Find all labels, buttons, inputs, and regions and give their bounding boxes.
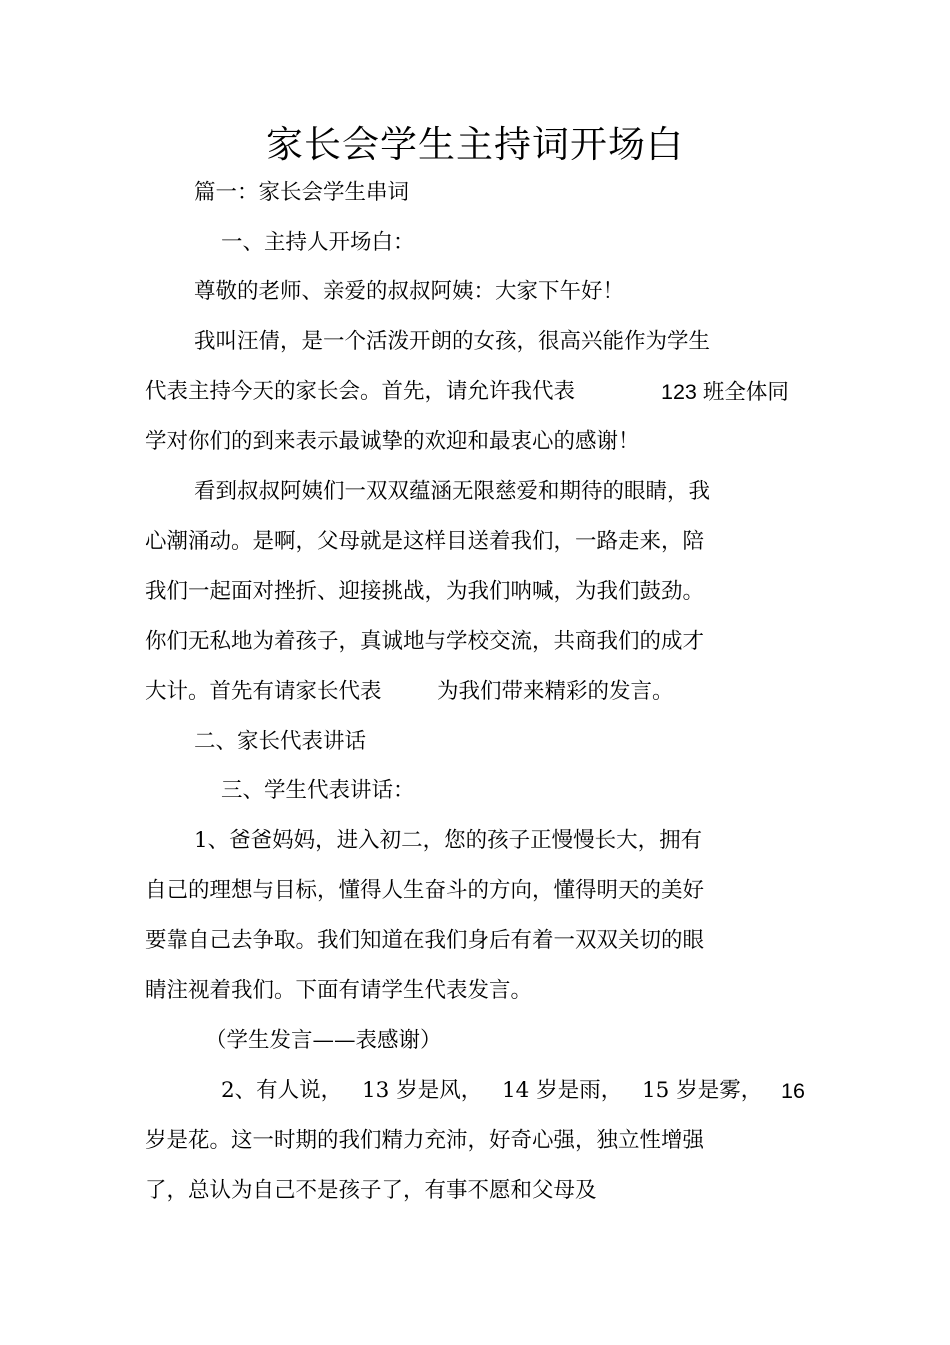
- paragraph-line: 我们一起面对挫折、迎接挑战，为我们呐喊，为我们鼓劲。: [145, 579, 705, 604]
- paragraph-line: 要靠自己去争取。我们知道在我们身后有着一双双关切的眼: [145, 928, 705, 953]
- subsection-heading: 一、主持人开场白：: [221, 230, 415, 255]
- paragraph-line-fragment: 14 岁是雨，: [502, 1078, 623, 1103]
- subsection-heading: 三、学生代表讲话：: [221, 778, 415, 803]
- paragraph-line: 了，总认为自己不是孩子了，有事不愿和父母及: [145, 1178, 597, 1203]
- paragraph-line-fragment: 15 岁是雾，: [642, 1078, 763, 1103]
- section-heading: 篇一：家长会学生串词: [194, 180, 410, 205]
- paragraph-line-fragment: 为我们带来精彩的发言。: [437, 679, 674, 704]
- paragraph-line: （学生发言——表感谢）: [205, 1028, 442, 1053]
- paragraph-line-fragment: 2、有人说，: [221, 1078, 343, 1103]
- paragraph-line: 睛注视着我们。下面有请学生代表发言。: [145, 978, 533, 1003]
- paragraph-line-fragment: 13 岁是风，: [362, 1078, 483, 1103]
- paragraph-line: 你们无私地为着孩子，真诚地与学校交流，共商我们的成才: [145, 629, 705, 654]
- paragraph-line: 大计。首先有请家长代表: [145, 679, 382, 704]
- paragraph-line: 岁是花。这一时期的我们精力充沛，好奇心强，独立性增强: [145, 1128, 705, 1153]
- paragraph-line: 代表主持今天的家长会。首先，请允许我代表: [145, 379, 576, 404]
- subsection-heading: 二、家长代表讲话: [194, 729, 367, 754]
- paragraph-line-fragment: 16: [781, 1079, 805, 1103]
- paragraph-line: 学对你们的到来表示最诚挚的欢迎和最衷心的感谢！: [145, 429, 640, 454]
- paragraph-line: 看到叔叔阿姨们一双双蕴涵无限慈爱和期待的眼睛，我: [194, 479, 711, 504]
- paragraph-line: 自己的理想与目标，懂得人生奋斗的方向，懂得明天的美好: [145, 878, 705, 903]
- paragraph-line: 1、爸爸妈妈，进入初二，您的孩子正慢慢长大，拥有: [194, 828, 703, 853]
- paragraph-line: 尊敬的老师、亲爱的叔叔阿姨：大家下午好！: [194, 279, 625, 304]
- paragraph-line: 我叫汪倩，是一个活泼开朗的女孩，很高兴能作为学生: [194, 329, 711, 354]
- document-title: 家长会学生主持词开场白: [266, 123, 684, 166]
- paragraph-line-fragment: 123 班全体同: [661, 380, 789, 404]
- paragraph-line: 心潮涌动。是啊，父母就是这样目送着我们，一路走来，陪: [145, 529, 705, 554]
